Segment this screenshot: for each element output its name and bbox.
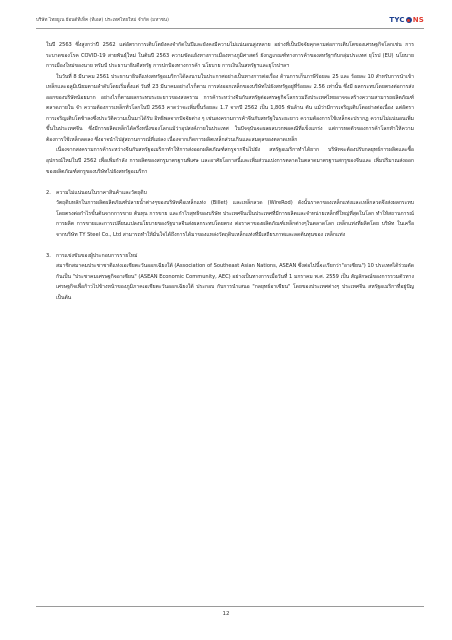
document-body [46, 40, 414, 304]
section-number: 2. [46, 189, 51, 196]
section-number: 3. [46, 252, 51, 259]
section-3 [46, 251, 414, 304]
section-2 [46, 188, 414, 241]
logo-mark-icon [406, 17, 412, 23]
section-heading [46, 251, 414, 262]
page-number: 12 [222, 611, 230, 617]
footer-divider [36, 606, 424, 607]
paragraph-2: ในวันที่ 8 มีนาคม 2561 ประธานาธิบดีแห่งสหรัฐอเมริกาได้ลงนามในประกาศอย่างเป็นทางการต่อเรื่อง ด้านการเก็บภาษีร้อยละ 25 และ ร้อยละ 10 สำหรับการนำเข้าเหล็กและอลูมิเนียมตามลำดับโดยเริ่มตั้งแต่ วันที่ 23 มีนาคมอย่างไรก็ตาม การส่งออกเหล็กของบริษัทไปยังสหรัฐอยู่ที่ร้อยละ 2.56 เท่านั้น ซึ่งมี ผลกระทบโดยตรงต่อการส่งออกของบริษัทน้อยมาก อย่างไรก็ตามผลกระทบระยะยาวของสงคราม การค้าระหว่างจีนกับสหรัฐต่อเศรษฐกิจโลกรวมถึงประเทศไทยอาจจะสร้างความสามารถผลิตภัณฑ์ตลาดภายใน จำ ความต้องการเหล็กทั่วโลกในปี 2563 คาดว่าจะเพิ่มขึ้นร้อยละ 1.7 จากปี 2562 เป็น 1,805 พันล้าน ตัน แม้ว่ามีการเจริญเติบโตอย่างต่อเนื่อง แต่อัตราการเจริญเติบโตช้าลงซึ่งประวัติความเป็นมาได้รับ อิทธิพลจากปัจจัยต่าง ๆ เช่นสงครามการค้าจีนกับสหรัฐในระยะยาว ความต้องการใช้เหล็กจะปรากฏ ความไม่แน่นอนเพิ่มขึ้นในประเทศจีน ซึ่งมีการผลิตเหล็กได้ครึ่งหนึ่งของโลกแม้ว่าอุปสงค์ภายในประเทศ ในปัจจุบันจะผลผลบวกพอคณีที่แข็งแกร่ง แต่การหดตัวของการค้าโลกทำให้ความต้องการใช้เหล็กลดลง ซึ่งอาจนำไปสู่สถานการณ์ที่แย่ลง เนื่องจากเกิดการผลิตเหล็กส่วนเกินและสมดุลของตลาดเหล็ก [46, 73, 414, 143]
paragraph-1: ในปี 2563 ซึ่งสูงกว่าปี 2562 แต่อัตราการเติบโตยังคงจำกัดในปีและยังคงมีความไม่แน่นอนสูงหลาย อย่างที่เป็นปัจจัยคุกคามต่อการเติบโตของเศรษฐกิจโลกเช่น การระบาดของโรค COVID-19 สายพันธุ์ใหม่ ในต้นปี 2563 ความขัดแย้งทางการเมืองทางภูมิศาสตร์ ยังกฎเกณฑ์ทางการค้าของสหรัฐฯกับกลุ่มประเทศ ยุโรป (EU) นโยบายการเมืองใหม่ของนาย ทรัมป์ ประธานาธิบดีสหรัฐ การปกป้องทางการค้า นโยบาย การเงินในสหรัฐฯและยุโรปฯลฯ [46, 42, 414, 70]
section-text: วัตถุดิบหลักในการผลิตผลิตภัณฑ์ปลายน้ำต่างๆของบริษัทคือเหล็กแท่ง (Billet) และเหล็กลวด (WireRod) ดังนั้นราคาของเหล็กแท่งและเหล็กลวดจึงส่งผลกระทบโดยตรงต่อกำไรขั้นต้นจากการขาย ต้นทุน การขาย และกำไรสุทธิของบริษัท ประเทศจีนเป็นประเทศที่มีการผลิตและจำหน่ายเหล็กที่ใหญ่ที่สุดในโลก ทำให้สถานการณ์การผลิต การขายและการเปลี่ยนแปลงนโยบายของรัฐบาลจีนส่งผลกระทบโดยตรง ต่อราคาของผลิตภัณฑ์เหล็กต่างๆในตลาดโลก เหล็กแท่งที่ผลิตโดย บริษัท ในเครือจากบริษัท TY Steel Co., Ltd สามารถทำให้มั่นใจได้ถึงการได้มาของแหล่งวัตถุดิบเหล็กแท่งที่มีเสถียรภาพและลดต้นทุนของ เหล็กแท่ง [56, 200, 414, 238]
company-logo [389, 16, 424, 24]
section-text: สมาชิกสมาคมประชาชาติแห่งเอเชียตะวันออกเฉียงใต้ (Association of Southeast Asian Nations, ASEAN ซึ่งต่อไปนี้จะเรียกว่า"อาเซียน") 10 ประเทศได้ร่วมตัดกันเป็น "ประชาคมเศรษฐกิจอาเซียน" (ASEAN Economic Community, AEC) อย่างเป็นทางการเมื่อวันที่ 1 มกราคม พ.ศ. 2559 เป็น สัญลักษณ์ของการรวมตัวทางเศรษฐกิจเพื่อก้าวไปข้างหน้าของภูมิภาคเอเชียตะวันออกเฉียงใต้ ประกอบ กับการนำเสนอ "กลยุทธ์อาเซียน" โดยของประเทศต่างๆ ประเทศจีน สหรัฐอเมริกาที่อยู่ปัญ เป็นต้น [56, 263, 414, 302]
section-body [46, 261, 414, 303]
logo-text-left: TYC [389, 16, 405, 24]
company-name: บริษัท ไทยยูเน ย้อนด์ทีเท็ค (ทีเอส) ประเทศไทยใหม่ จำกัด (มหาชน) [36, 17, 169, 23]
page-header [36, 12, 424, 29]
logo-text-right: NS [412, 16, 424, 24]
section-body [46, 198, 414, 240]
section-title: การแข่งขันของผู้ประกอบการรายใหม่ [56, 252, 138, 259]
section-heading [46, 188, 414, 199]
section-title: ความไม่แน่นอนในราคาสินค้าและวัตถุดิบ [56, 189, 147, 196]
paragraph-3: เนื่องจากสงครามการค้าระหว่างจีนกับสหรัฐอเมริกาทำให้การส่งออกผลิตภัณฑ์สกรูจากจีนไปยัง สหรัฐอเมริกาทำได้ยาก บริษัทจะต้องปรับกลยุทธ์การผลิตและซื้ออุปกรณ์ใหม่ในปี 2562 เพื่อเพิ่มกำลัง การผลิตของสกรูมาตรฐานพิเศษ และอาศัยโอกาสนี้และเพิ่มส่วนแบ่งการตลาดในตลาดมาตรฐานสกรูของจีนและ เพิ่มปริมาณส่งออกของผลิตภัณฑ์สกรูของบริษัทไปยังสหรัฐอเมริกา [46, 147, 414, 175]
